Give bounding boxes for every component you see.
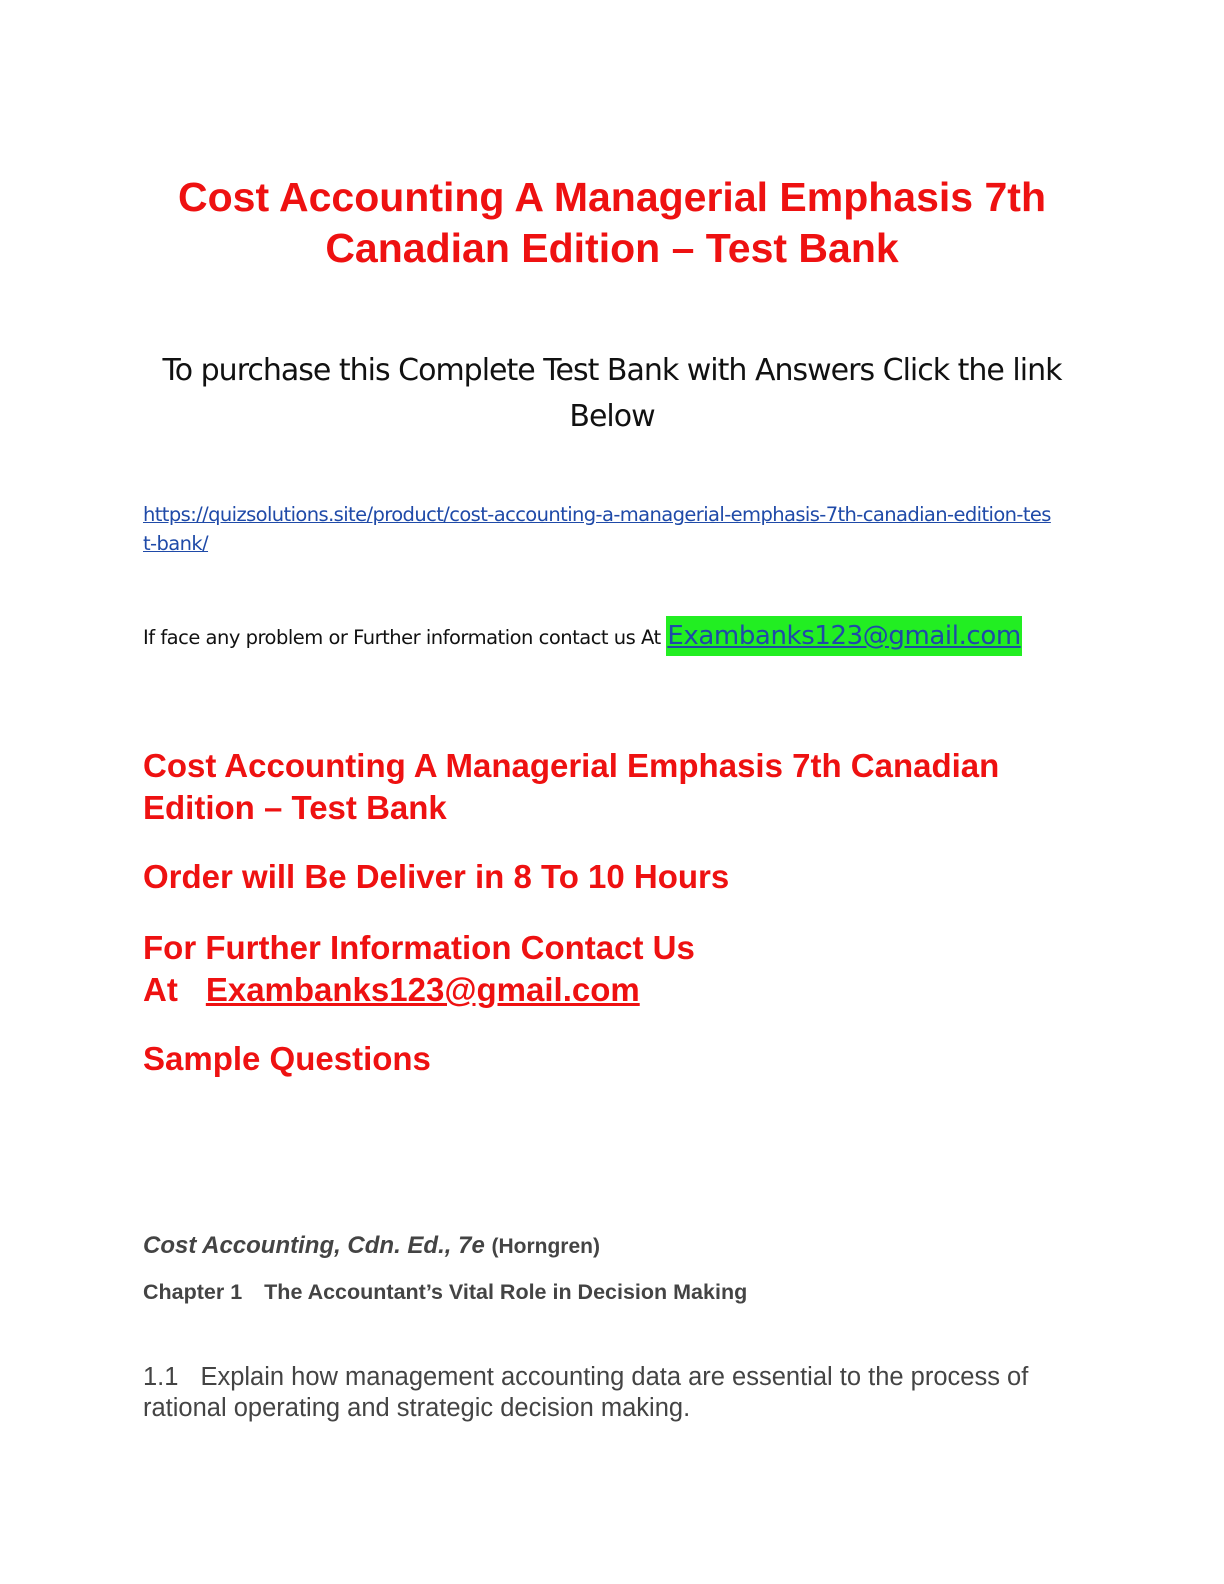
question-item [143,1362,1073,1424]
document-title: Cost Accounting A Managerial Emphasis 7th Canadian Edition – Test Bank [178,174,1046,271]
delivery-notice: Order will Be Deliver in 8 To 10 Hours [143,858,730,895]
question-number: 1.1 [143,1363,179,1391]
further-info-email-link[interactable]: Exambanks123@gmail.com [205,971,640,1008]
book-citation [143,1228,600,1265]
contact-line [143,614,1103,662]
chapter-heading [143,1276,747,1308]
chapter-title: The Accountant’s Vital Role in Decision Making [264,1280,748,1304]
sample-questions-heading: Sample Questions [143,1040,431,1077]
repeat-title: Cost Accounting A Managerial Emphasis 7th Canadian Edition – Test Bank [143,747,1000,826]
book-author: (Horngren) [491,1235,600,1258]
question-text: Explain how management accounting data are essential to the process of rational operating and strategic decision making. [143,1363,1029,1422]
book-title: Cost Accounting, Cdn. Ed., 7e [143,1232,485,1259]
contact-prefix: If face any problem or Further information contact us At [143,626,667,649]
product-link[interactable]: https://quizsolutions.site/product/cost-accounting-a-managerial-emphasis-7th-canadian-edition-test-bank/ [143,503,1051,555]
chapter-number: Chapter 1 [143,1280,243,1304]
further-info [143,927,843,1011]
purchase-instruction: To purchase this Complete Test Bank with Answers Click the link Below [162,353,1062,434]
contact-email-link[interactable]: Exambanks123@gmail.com [666,616,1021,656]
further-info-label: For Further Information Contact Us At [143,929,695,1008]
